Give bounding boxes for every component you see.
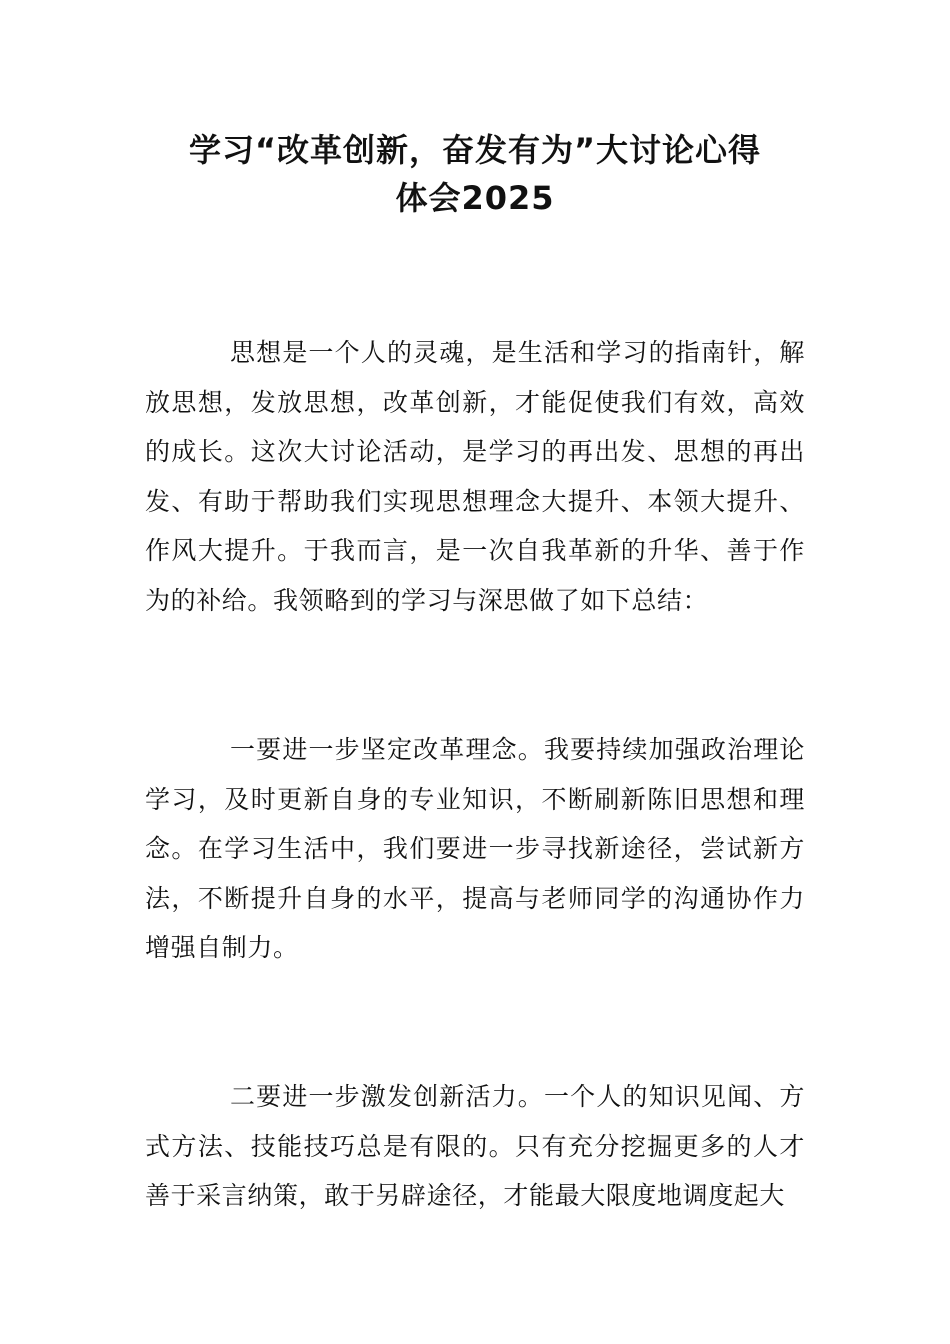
title-line-2: 体会2025 bbox=[395, 179, 555, 217]
paragraph-point-two: 二要进一步激发创新活力。一个人的知识见闻、方式方法、技能技巧总是有限的。只有充分挖掘更多的人才善于采言纳策，敢于另辟途径，才能最大限度地调度起大 bbox=[145, 1082, 805, 1211]
title-line-1: 学习“改革创新，奋发有为”大讨论心得 bbox=[188, 131, 762, 169]
document-title bbox=[145, 126, 805, 222]
paragraph-point-one: 一要进一步坚定改革理念。我要持续加强政治理论学习，及时更新自身的专业知识，不断刷新陈旧思想和理念。在学习生活中，我们要进一步寻找新途径，尝试新方法，不断提升自身的水平，提高与老师同学的沟通协作力增强自制力。 bbox=[145, 735, 805, 963]
paragraph-intro: 思想是一个人的灵魂，是生活和学习的指南针，解放思想，发放思想，改革创新，才能促使我们有效，高效的成长。这次大讨论活动，是学习的再出发、思想的再出发、有助于帮助我们实现思想理念大提升、本领大提升、作风大提升。于我而言，是一次自我革新的升华、善于作为的补给。我领略到的学习与深思做了如下总结： bbox=[145, 338, 805, 615]
